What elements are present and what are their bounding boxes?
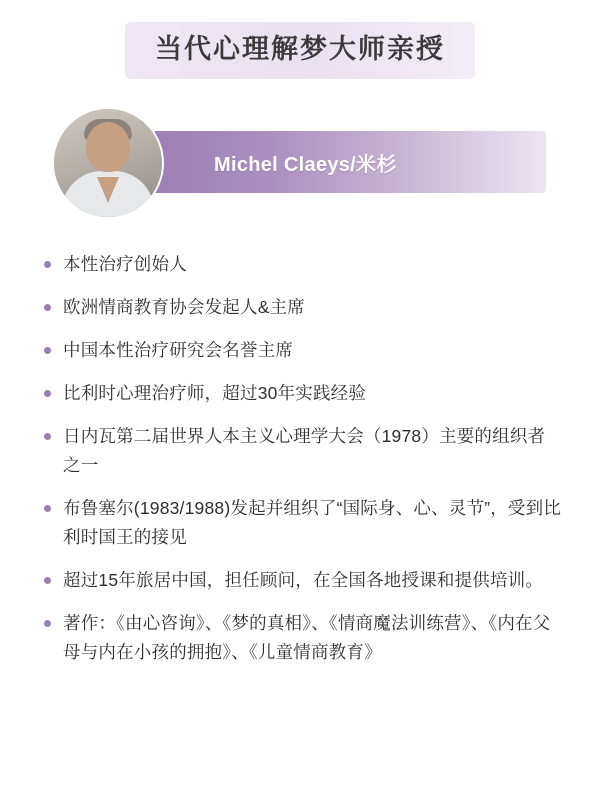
profile-section [34,109,566,224]
bullet-dot-icon [44,620,51,627]
bullet-dot-icon [44,304,51,311]
list-item-label: 本性治疗创始人 [63,254,187,274]
list-item-label: 比利时心理治疗师，超过30年实践经验 [63,383,367,403]
bullet-dot-icon [44,261,51,268]
list-item [44,336,562,365]
bullet-dot-icon [44,347,51,354]
bullet-dot-icon [44,577,51,584]
avatar-head [86,122,130,172]
list-item-label: 超过15年旅居中国，担任顾问，在全国各地授课和提供培训。 [63,570,544,590]
list-item [44,422,562,480]
name-banner [152,131,546,193]
list-item-label: 欧洲情商教育协会发起人&主席 [63,297,305,317]
bullet-dot-icon [44,390,51,397]
list-item [44,566,562,595]
page-title: 当代心理解梦大师亲授 [155,34,445,64]
avatar [54,109,162,217]
credentials-list [34,250,566,667]
list-item [44,494,562,552]
list-item [44,250,562,279]
list-item [44,609,562,667]
list-item-label: 著作：《由心咨询》、《梦的真相》、《情商魔法训练营》、《内在父母与内在小孩的拥抱》、《儿童情商教育》 [63,613,551,662]
list-item-label: 中国本性治疗研究会名誉主席 [63,340,294,360]
list-item [44,293,562,322]
title-banner [125,22,475,79]
list-item-label: 日内瓦第二届世界人本主义心理学大会（1978）主要的组织者之一 [63,426,546,475]
speaker-name: Michel Claeys/米杉 [214,153,397,176]
bullet-dot-icon [44,505,51,512]
title-section [34,0,566,79]
list-item-label: 布鲁塞尔(1983/1988)发起并组织了“国际身、心、灵节”，受到比利时国王的接见 [63,498,562,547]
bullet-dot-icon [44,433,51,440]
list-item [44,379,562,408]
